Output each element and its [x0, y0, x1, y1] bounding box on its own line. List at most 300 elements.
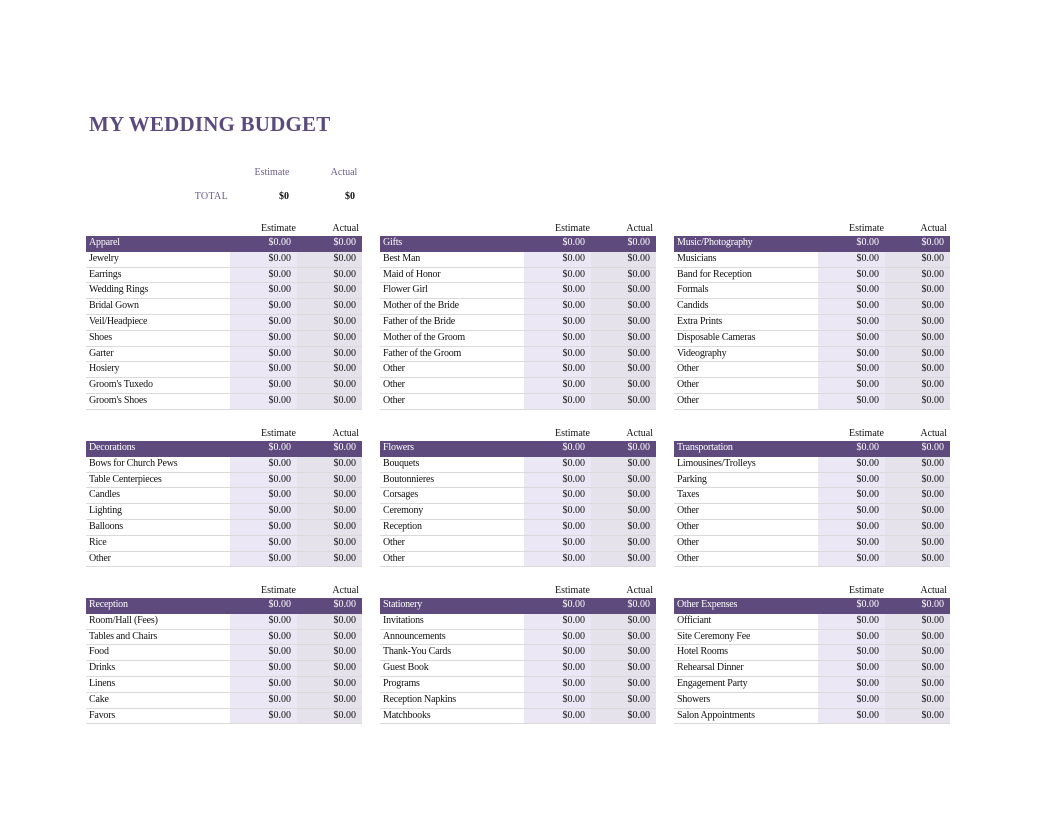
- item-label[interactable]: Rehearsal Dinner: [677, 662, 744, 674]
- item-actual-cell[interactable]: $0.00: [885, 331, 950, 346]
- table-row: [674, 614, 950, 630]
- item-estimate-cell[interactable]: $0.00: [818, 347, 885, 362]
- item-label[interactable]: Linens: [89, 677, 116, 689]
- item-label[interactable]: Candles: [89, 489, 120, 501]
- item-label[interactable]: Best Man: [383, 252, 421, 264]
- table-row: [674, 677, 950, 693]
- item-label[interactable]: Boutonnieres: [383, 473, 434, 485]
- item-actual-cell[interactable]: $0.00: [885, 378, 950, 393]
- item-actual-cell[interactable]: $0.00: [591, 520, 656, 535]
- item-estimate-cell[interactable]: $0.00: [818, 268, 885, 283]
- category-table-music-photography: [674, 222, 950, 410]
- item-label[interactable]: Taxes: [677, 489, 700, 501]
- column-headers: [380, 584, 656, 598]
- item-actual-cell[interactable]: $0.00: [297, 552, 362, 567]
- category-actual-total[interactable]: $0.00: [921, 442, 944, 453]
- item-actual-cell[interactable]: $0.00: [591, 362, 656, 377]
- table-row: [86, 378, 362, 394]
- category-name: Transportation: [677, 442, 733, 453]
- table-row: [86, 347, 362, 363]
- item-actual-cell[interactable]: $0.00: [591, 315, 656, 330]
- category-actual-total[interactable]: $0.00: [333, 442, 356, 453]
- item-actual-cell[interactable]: $0.00: [297, 331, 362, 346]
- item-actual-cell[interactable]: $0.00: [885, 709, 950, 724]
- item-estimate-cell[interactable]: $0.00: [818, 677, 885, 692]
- item-estimate-cell[interactable]: $0.00: [524, 645, 591, 660]
- item-label[interactable]: Bows for Church Pews: [89, 457, 178, 469]
- item-label[interactable]: Other: [677, 394, 699, 406]
- item-actual-cell[interactable]: $0.00: [297, 536, 362, 551]
- item-label[interactable]: Videography: [677, 347, 727, 359]
- table-row: [674, 299, 950, 315]
- item-label[interactable]: Favors: [89, 709, 116, 721]
- item-actual-cell[interactable]: $0.00: [885, 488, 950, 503]
- table-row: [86, 614, 362, 630]
- item-label[interactable]: Band for Reception: [677, 268, 752, 280]
- item-label[interactable]: Wedding Rings: [89, 284, 149, 296]
- item-estimate-cell[interactable]: $0.00: [818, 362, 885, 377]
- category-estimate-total[interactable]: $0.00: [268, 237, 291, 248]
- actual-column-header: Actual: [920, 223, 947, 234]
- item-actual-cell[interactable]: $0.00: [885, 252, 950, 267]
- item-label[interactable]: Reception: [383, 520, 422, 532]
- item-estimate-cell[interactable]: $0.00: [524, 331, 591, 346]
- category-header-row: [86, 441, 362, 457]
- item-label[interactable]: Ceremony: [383, 505, 424, 517]
- item-label[interactable]: Other: [677, 536, 699, 548]
- category-table-apparel: [86, 222, 362, 410]
- item-estimate-cell[interactable]: $0.00: [818, 457, 885, 472]
- item-estimate-cell[interactable]: $0.00: [230, 299, 297, 314]
- category-name: Stationery: [383, 599, 423, 610]
- item-estimate-cell[interactable]: $0.00: [230, 661, 297, 676]
- category-estimate-total[interactable]: $0.00: [856, 442, 879, 453]
- item-actual-cell[interactable]: $0.00: [297, 362, 362, 377]
- item-estimate-cell[interactable]: $0.00: [818, 488, 885, 503]
- item-estimate-cell[interactable]: $0.00: [818, 504, 885, 519]
- item-actual-cell[interactable]: $0.00: [885, 693, 950, 708]
- item-estimate-cell[interactable]: $0.00: [818, 252, 885, 267]
- item-actual-cell[interactable]: $0.00: [297, 504, 362, 519]
- item-label[interactable]: Other: [383, 363, 405, 375]
- item-actual-cell[interactable]: $0.00: [591, 283, 656, 298]
- item-estimate-cell[interactable]: $0.00: [230, 614, 297, 629]
- item-actual-cell[interactable]: $0.00: [885, 536, 950, 551]
- table-row: [86, 645, 362, 661]
- item-label[interactable]: Thank-You Cards: [383, 646, 451, 658]
- item-label[interactable]: Other: [677, 363, 699, 375]
- table-row: [674, 630, 950, 646]
- table-row: [674, 315, 950, 331]
- item-estimate-cell[interactable]: $0.00: [524, 709, 591, 724]
- item-actual-cell[interactable]: $0.00: [885, 394, 950, 409]
- item-actual-cell[interactable]: $0.00: [297, 299, 362, 314]
- column-headers: [674, 584, 950, 598]
- item-actual-cell[interactable]: $0.00: [591, 252, 656, 267]
- item-actual-cell[interactable]: $0.00: [885, 520, 950, 535]
- category-estimate-total[interactable]: $0.00: [268, 599, 291, 610]
- item-label[interactable]: Disposable Cameras: [677, 331, 756, 343]
- table-row: [86, 299, 362, 315]
- item-actual-cell[interactable]: $0.00: [591, 378, 656, 393]
- item-estimate-cell[interactable]: $0.00: [524, 488, 591, 503]
- item-estimate-cell[interactable]: $0.00: [230, 283, 297, 298]
- total-estimate[interactable]: $0: [279, 191, 289, 202]
- category-estimate-total[interactable]: $0.00: [562, 599, 585, 610]
- item-actual-cell[interactable]: $0.00: [591, 614, 656, 629]
- item-label[interactable]: Father of the Bride: [383, 315, 456, 327]
- item-estimate-cell[interactable]: $0.00: [818, 536, 885, 551]
- item-label[interactable]: Other: [383, 552, 405, 564]
- item-label[interactable]: Table Centerpieces: [89, 473, 162, 485]
- item-actual-cell[interactable]: $0.00: [885, 315, 950, 330]
- item-actual-cell[interactable]: $0.00: [885, 473, 950, 488]
- item-estimate-cell[interactable]: $0.00: [524, 536, 591, 551]
- item-label[interactable]: Other: [677, 520, 699, 532]
- item-estimate-cell[interactable]: $0.00: [818, 552, 885, 567]
- estimate-column-header: Estimate: [849, 428, 884, 439]
- item-label[interactable]: Extra Prints: [677, 315, 723, 327]
- table-row: [380, 614, 656, 630]
- category-header-row: [86, 598, 362, 614]
- item-label[interactable]: Other: [89, 552, 111, 564]
- table-row: [674, 488, 950, 504]
- item-estimate-cell[interactable]: $0.00: [818, 614, 885, 629]
- actual-column-header: Actual: [920, 428, 947, 439]
- item-actual-cell[interactable]: $0.00: [885, 362, 950, 377]
- category-header-row: [674, 236, 950, 252]
- item-estimate-cell[interactable]: $0.00: [818, 645, 885, 660]
- item-estimate-cell[interactable]: $0.00: [524, 299, 591, 314]
- item-actual-cell[interactable]: $0.00: [885, 614, 950, 629]
- item-actual-cell[interactable]: $0.00: [591, 331, 656, 346]
- item-estimate-cell[interactable]: $0.00: [818, 630, 885, 645]
- item-label[interactable]: Drinks: [89, 662, 116, 674]
- table-row: [380, 331, 656, 347]
- column-headers: [674, 222, 950, 236]
- item-actual-cell[interactable]: $0.00: [297, 268, 362, 283]
- item-estimate-cell[interactable]: $0.00: [524, 283, 591, 298]
- table-row: [674, 645, 950, 661]
- item-label[interactable]: Garter: [89, 347, 114, 359]
- item-actual-cell[interactable]: $0.00: [297, 252, 362, 267]
- item-label[interactable]: Room/Hall (Fees): [89, 614, 158, 626]
- item-label[interactable]: Jewelry: [89, 252, 119, 264]
- item-actual-cell[interactable]: $0.00: [885, 457, 950, 472]
- item-estimate-cell[interactable]: $0.00: [818, 520, 885, 535]
- item-label[interactable]: Bridal Gown: [89, 300, 139, 312]
- estimate-column-header: Estimate: [555, 223, 590, 234]
- item-actual-cell[interactable]: $0.00: [591, 473, 656, 488]
- category-name: Reception: [89, 599, 128, 610]
- item-label[interactable]: Officiant: [677, 614, 712, 626]
- category-actual-total[interactable]: $0.00: [921, 237, 944, 248]
- item-label[interactable]: Lighting: [89, 505, 122, 517]
- item-actual-cell[interactable]: $0.00: [885, 677, 950, 692]
- item-estimate-cell[interactable]: $0.00: [230, 473, 297, 488]
- item-label[interactable]: Food: [89, 646, 109, 658]
- item-estimate-cell[interactable]: $0.00: [230, 252, 297, 267]
- table-row: [380, 315, 656, 331]
- item-actual-cell[interactable]: $0.00: [297, 473, 362, 488]
- category-actual-total[interactable]: $0.00: [627, 599, 650, 610]
- item-actual-cell[interactable]: $0.00: [591, 536, 656, 551]
- item-estimate-cell[interactable]: $0.00: [230, 315, 297, 330]
- category-actual-total[interactable]: $0.00: [333, 599, 356, 610]
- column-headers: [674, 427, 950, 441]
- item-estimate-cell[interactable]: $0.00: [818, 394, 885, 409]
- item-actual-cell[interactable]: $0.00: [297, 677, 362, 692]
- item-label[interactable]: Other: [383, 536, 405, 548]
- item-label[interactable]: Other: [383, 379, 405, 391]
- table-row: [380, 473, 656, 489]
- table-row: [380, 504, 656, 520]
- item-estimate-cell[interactable]: $0.00: [818, 299, 885, 314]
- table-row: [86, 283, 362, 299]
- item-actual-cell[interactable]: $0.00: [297, 614, 362, 629]
- item-label[interactable]: Engagement Party: [677, 677, 748, 689]
- item-actual-cell[interactable]: $0.00: [885, 661, 950, 676]
- table-row: [674, 520, 950, 536]
- item-label[interactable]: Limousines/Trolleys: [677, 457, 756, 469]
- item-estimate-cell[interactable]: $0.00: [524, 268, 591, 283]
- table-row: [674, 252, 950, 268]
- item-estimate-cell[interactable]: $0.00: [230, 536, 297, 551]
- item-estimate-cell[interactable]: $0.00: [524, 252, 591, 267]
- item-estimate-cell[interactable]: $0.00: [230, 378, 297, 393]
- actual-column-header: Actual: [332, 585, 359, 596]
- item-actual-cell[interactable]: $0.00: [591, 709, 656, 724]
- category-header-row: [674, 598, 950, 614]
- item-actual-cell[interactable]: $0.00: [885, 630, 950, 645]
- item-actual-cell[interactable]: $0.00: [297, 283, 362, 298]
- item-actual-cell[interactable]: $0.00: [591, 645, 656, 660]
- item-estimate-cell[interactable]: $0.00: [524, 394, 591, 409]
- item-label[interactable]: Groom's Shoes: [89, 394, 147, 406]
- item-actual-cell[interactable]: $0.00: [297, 347, 362, 362]
- category-estimate-total[interactable]: $0.00: [562, 442, 585, 453]
- item-actual-cell[interactable]: $0.00: [885, 299, 950, 314]
- item-label[interactable]: Maid of Honor: [383, 268, 441, 280]
- item-actual-cell[interactable]: $0.00: [591, 457, 656, 472]
- item-label[interactable]: Father of the Groom: [383, 347, 462, 359]
- item-label[interactable]: Reception Napkins: [383, 693, 456, 705]
- item-actual-cell[interactable]: $0.00: [297, 315, 362, 330]
- item-estimate-cell[interactable]: $0.00: [524, 473, 591, 488]
- item-label[interactable]: Hosiery: [89, 363, 120, 375]
- item-actual-cell[interactable]: $0.00: [591, 268, 656, 283]
- table-row: [380, 347, 656, 363]
- item-estimate-cell[interactable]: $0.00: [524, 347, 591, 362]
- table-row: [86, 268, 362, 284]
- item-actual-cell[interactable]: $0.00: [297, 645, 362, 660]
- item-actual-cell[interactable]: $0.00: [297, 630, 362, 645]
- category-estimate-total[interactable]: $0.00: [856, 599, 879, 610]
- item-label[interactable]: Earrings: [89, 268, 122, 280]
- actual-column-header: Actual: [626, 585, 653, 596]
- item-estimate-cell[interactable]: $0.00: [230, 268, 297, 283]
- item-estimate-cell[interactable]: $0.00: [230, 645, 297, 660]
- table-row: [86, 457, 362, 473]
- table-row: [380, 661, 656, 677]
- item-estimate-cell[interactable]: $0.00: [524, 552, 591, 567]
- table-row: [674, 709, 950, 725]
- item-label[interactable]: Other: [677, 379, 699, 391]
- item-label[interactable]: Formals: [677, 284, 709, 296]
- item-label[interactable]: Announcements: [383, 630, 446, 642]
- item-estimate-cell[interactable]: $0.00: [524, 457, 591, 472]
- item-actual-cell[interactable]: $0.00: [591, 299, 656, 314]
- item-label[interactable]: Matchbooks: [383, 709, 431, 721]
- table-row: [674, 347, 950, 363]
- item-label[interactable]: Programs: [383, 677, 420, 689]
- item-actual-cell[interactable]: $0.00: [591, 394, 656, 409]
- item-actual-cell[interactable]: $0.00: [885, 645, 950, 660]
- item-estimate-cell[interactable]: $0.00: [230, 394, 297, 409]
- category-actual-total[interactable]: $0.00: [627, 442, 650, 453]
- item-actual-cell[interactable]: $0.00: [885, 504, 950, 519]
- item-estimate-cell[interactable]: $0.00: [230, 552, 297, 567]
- item-estimate-cell[interactable]: $0.00: [818, 331, 885, 346]
- item-actual-cell[interactable]: $0.00: [885, 283, 950, 298]
- item-estimate-cell[interactable]: $0.00: [230, 693, 297, 708]
- item-estimate-cell[interactable]: $0.00: [524, 362, 591, 377]
- item-estimate-cell[interactable]: $0.00: [818, 283, 885, 298]
- column-headers: [380, 427, 656, 441]
- item-actual-cell[interactable]: $0.00: [591, 488, 656, 503]
- item-estimate-cell[interactable]: $0.00: [524, 378, 591, 393]
- item-estimate-cell[interactable]: $0.00: [230, 504, 297, 519]
- item-estimate-cell[interactable]: $0.00: [524, 315, 591, 330]
- item-actual-cell[interactable]: $0.00: [885, 268, 950, 283]
- item-actual-cell[interactable]: $0.00: [297, 378, 362, 393]
- item-label[interactable]: Musicians: [677, 252, 717, 264]
- table-row: [86, 473, 362, 489]
- item-label[interactable]: Guest Book: [383, 662, 429, 674]
- item-label[interactable]: Rice: [89, 536, 107, 548]
- item-label[interactable]: Corsages: [383, 489, 419, 501]
- category-actual-total[interactable]: $0.00: [627, 237, 650, 248]
- item-label[interactable]: Other: [677, 552, 699, 564]
- item-label[interactable]: Cake: [89, 693, 109, 705]
- item-estimate-cell[interactable]: $0.00: [230, 677, 297, 692]
- item-estimate-cell[interactable]: $0.00: [818, 661, 885, 676]
- item-actual-cell[interactable]: $0.00: [297, 457, 362, 472]
- item-actual-cell[interactable]: $0.00: [297, 709, 362, 724]
- item-estimate-cell[interactable]: $0.00: [818, 378, 885, 393]
- table-row: [86, 520, 362, 536]
- item-label[interactable]: Candids: [677, 300, 709, 312]
- item-estimate-cell[interactable]: $0.00: [230, 488, 297, 503]
- item-actual-cell[interactable]: $0.00: [591, 630, 656, 645]
- category-estimate-total[interactable]: $0.00: [562, 237, 585, 248]
- item-actual-cell[interactable]: $0.00: [591, 552, 656, 567]
- table-row: [380, 520, 656, 536]
- item-label[interactable]: Site Ceremony Fee: [677, 630, 751, 642]
- item-actual-cell[interactable]: $0.00: [591, 347, 656, 362]
- item-estimate-cell[interactable]: $0.00: [230, 520, 297, 535]
- item-label[interactable]: Groom's Tuxedo: [89, 379, 153, 391]
- table-row: [380, 488, 656, 504]
- item-label[interactable]: Tables and Chairs: [89, 630, 158, 642]
- item-label[interactable]: Hotel Rooms: [677, 646, 728, 658]
- column-headers: [380, 222, 656, 236]
- item-estimate-cell[interactable]: $0.00: [524, 504, 591, 519]
- table-row: [674, 504, 950, 520]
- item-actual-cell[interactable]: $0.00: [591, 661, 656, 676]
- item-actual-cell[interactable]: $0.00: [591, 693, 656, 708]
- item-label[interactable]: Balloons: [89, 520, 123, 532]
- item-label[interactable]: Parking: [677, 473, 707, 485]
- item-actual-cell[interactable]: $0.00: [591, 677, 656, 692]
- item-label[interactable]: Mother of the Bride: [383, 300, 459, 312]
- table-row: [674, 473, 950, 489]
- table-row: [86, 677, 362, 693]
- category-estimate-total[interactable]: $0.00: [856, 237, 879, 248]
- item-label[interactable]: Other: [383, 394, 405, 406]
- category-actual-total[interactable]: $0.00: [333, 237, 356, 248]
- category-table-reception: [86, 584, 362, 724]
- item-estimate-cell[interactable]: $0.00: [818, 693, 885, 708]
- item-label[interactable]: Flower Girl: [383, 284, 428, 296]
- item-estimate-cell[interactable]: $0.00: [230, 362, 297, 377]
- item-estimate-cell[interactable]: $0.00: [524, 693, 591, 708]
- category-header-row: [380, 236, 656, 252]
- table-row: [86, 536, 362, 552]
- item-actual-cell[interactable]: $0.00: [297, 520, 362, 535]
- item-estimate-cell[interactable]: $0.00: [230, 347, 297, 362]
- item-label[interactable]: Bouquets: [383, 457, 420, 469]
- item-estimate-cell[interactable]: $0.00: [230, 630, 297, 645]
- actual-column-header: Actual: [332, 428, 359, 439]
- item-actual-cell[interactable]: $0.00: [591, 504, 656, 519]
- category-actual-total[interactable]: $0.00: [921, 599, 944, 610]
- item-estimate-cell[interactable]: $0.00: [818, 473, 885, 488]
- item-actual-cell[interactable]: $0.00: [885, 347, 950, 362]
- item-actual-cell[interactable]: $0.00: [297, 661, 362, 676]
- item-estimate-cell[interactable]: $0.00: [230, 457, 297, 472]
- item-estimate-cell[interactable]: $0.00: [818, 315, 885, 330]
- table-row: [674, 661, 950, 677]
- item-label[interactable]: Veil/Headpiece: [89, 315, 148, 327]
- item-estimate-cell[interactable]: $0.00: [524, 614, 591, 629]
- item-actual-cell[interactable]: $0.00: [297, 488, 362, 503]
- item-estimate-cell[interactable]: $0.00: [524, 677, 591, 692]
- item-label[interactable]: Salon Appointments: [677, 709, 755, 721]
- item-estimate-cell[interactable]: $0.00: [818, 709, 885, 724]
- item-label[interactable]: Other: [677, 505, 699, 517]
- item-estimate-cell[interactable]: $0.00: [230, 331, 297, 346]
- table-row: [674, 283, 950, 299]
- table-row: [674, 394, 950, 410]
- item-estimate-cell[interactable]: $0.00: [230, 709, 297, 724]
- item-estimate-cell[interactable]: $0.00: [524, 661, 591, 676]
- item-estimate-cell[interactable]: $0.00: [524, 520, 591, 535]
- table-row: [86, 709, 362, 725]
- item-actual-cell[interactable]: $0.00: [297, 394, 362, 409]
- total-actual[interactable]: $0: [345, 191, 355, 202]
- category-estimate-total[interactable]: $0.00: [268, 442, 291, 453]
- item-actual-cell[interactable]: $0.00: [885, 552, 950, 567]
- column-headers: [86, 584, 362, 598]
- item-label[interactable]: Showers: [677, 693, 711, 705]
- estimate-column-header: Estimate: [849, 223, 884, 234]
- item-estimate-cell[interactable]: $0.00: [524, 630, 591, 645]
- item-label[interactable]: Invitations: [383, 614, 424, 626]
- item-label[interactable]: Shoes: [89, 331, 112, 343]
- item-actual-cell[interactable]: $0.00: [297, 693, 362, 708]
- item-label[interactable]: Mother of the Groom: [383, 331, 466, 343]
